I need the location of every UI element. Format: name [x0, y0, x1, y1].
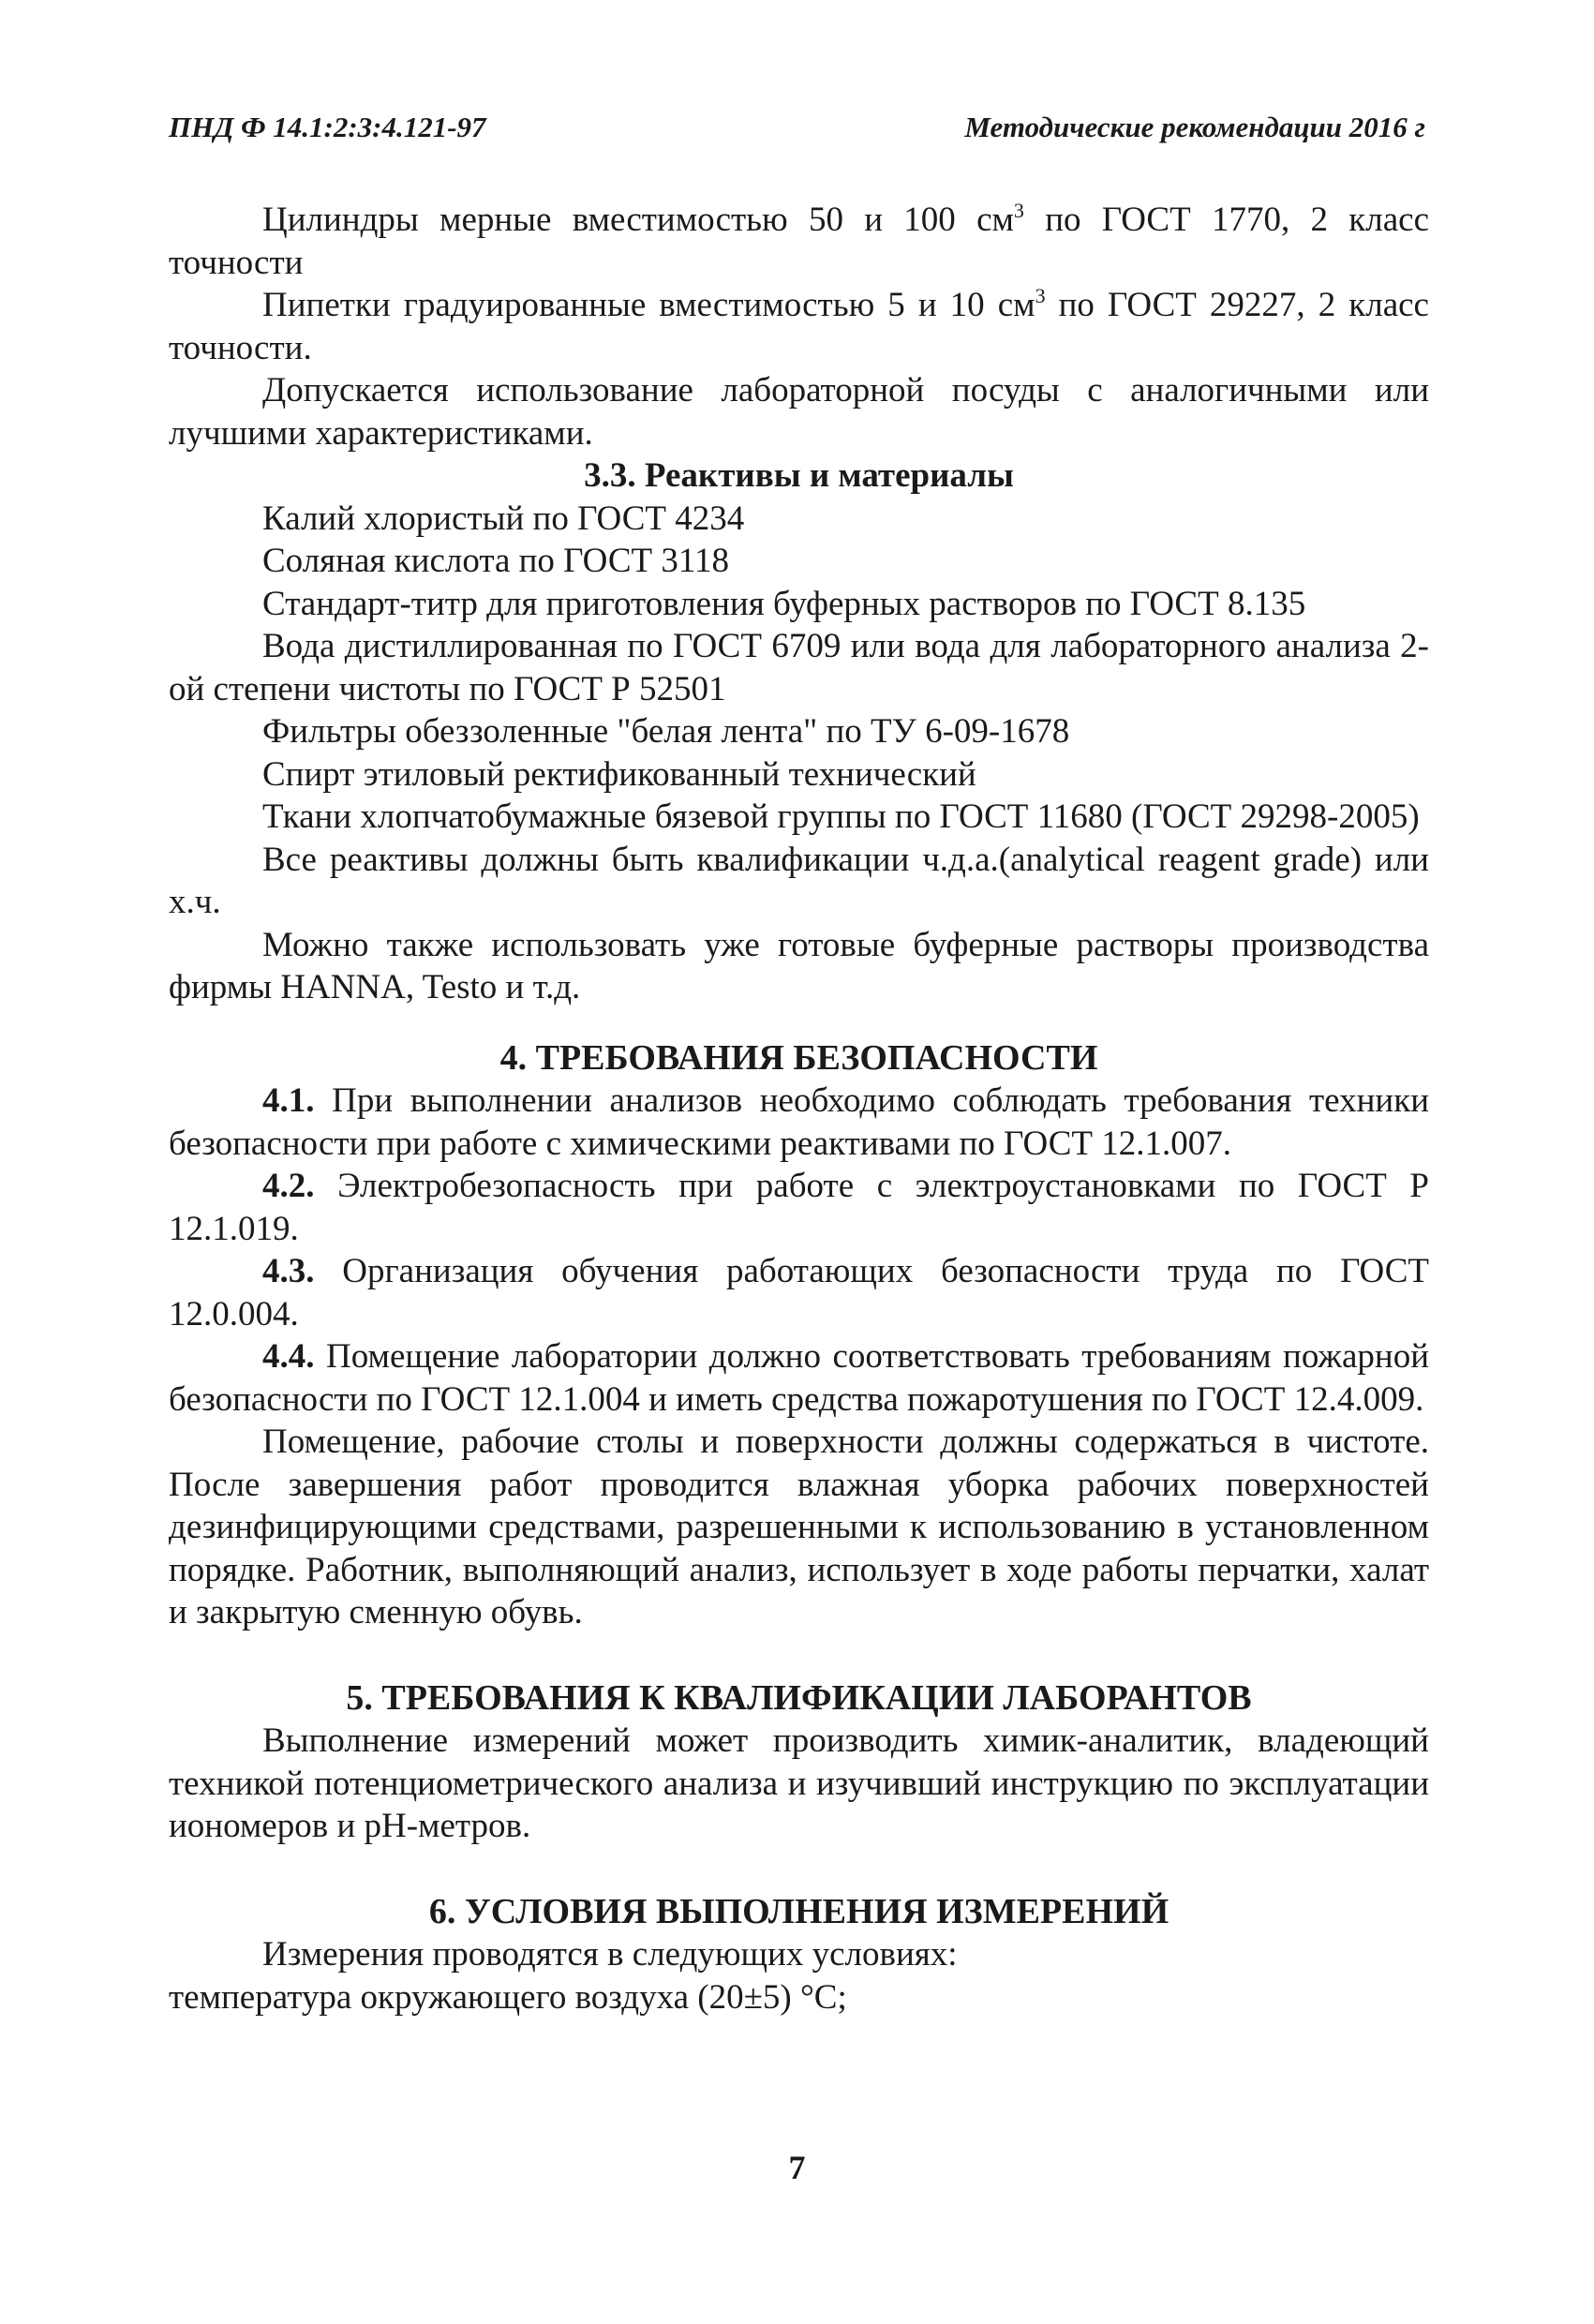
- safety-item: [169, 1335, 1429, 1421]
- pipettes-text-end: по ГОСТ 29227, 2 класс точности.: [169, 286, 1429, 367]
- equipment-pipettes: [169, 284, 1429, 369]
- conditions-intro: Измерения проводятся в следующих условиях:: [262, 1935, 958, 1974]
- cylinders-text: Цилиндры мерные вместимостью 50 и 100 см: [262, 201, 1014, 239]
- safety-item-text: При выполнении анализов необходимо соблюдать требования техники безопасности при работе с химическими реактивами по ГОСТ 12.1.007.: [169, 1081, 1429, 1163]
- reagent-item: Спирт этиловый ректификованный технический: [262, 754, 976, 794]
- cylinders-superscript: 3: [1013, 199, 1024, 222]
- document-type: Методические рекомендации 2016 г: [964, 111, 1425, 143]
- safety-item: [169, 1250, 1429, 1335]
- reagent-item: Фильтры обеззоленные "белая лента" по ТУ 6-09-1678: [262, 712, 1070, 751]
- safety-item-number: 4.1.: [262, 1081, 315, 1120]
- page-body: [169, 199, 1429, 2019]
- reagent-item: Соляная кислота по ГОСТ 3118: [262, 542, 729, 580]
- cylinders-text-end: по ГОСТ 1770, 2 класс точности: [169, 201, 1429, 282]
- safety-item-text: Электробезопасность при работе с электроустановками по ГОСТ Р 12.1.019.: [169, 1167, 1429, 1248]
- safety-item-number: 4.3.: [262, 1252, 315, 1290]
- reagent-item: Ткани хлопчатобумажные бязевой группы по ГОСТ 11680 (ГОСТ 29298-2005): [262, 797, 1420, 836]
- reagent-item: Вода дистиллированная по ГОСТ 6709 или вода для лабораторного анализа 2-ой степени чистоты по ГОСТ Р 52501: [169, 627, 1429, 708]
- safety-item: [169, 1080, 1429, 1165]
- safety-item-number: 4.2.: [262, 1167, 315, 1205]
- qualification-heading: 5. ТРЕБОВАНИЯ К КВАЛИФИКАЦИИ ЛАБОРАНТОВ: [346, 1677, 1252, 1718]
- document-code: ПНД Ф 14.1:2:3:4.121-97: [169, 111, 486, 143]
- safety-item-number: 4.4.: [262, 1337, 315, 1376]
- cleanliness-paragraph: Помещение, рабочие столы и поверхности должны содержаться в чистоте. После завершения работ проводится влажная уборка рабочих поверхностей дезинфицирующими средствами, разрешенными к использованию в установленном порядке. Работник, выполняющий анализ, использует в ходе работы перчатки, халат и закрытую сменную обувь.: [169, 1423, 1429, 1631]
- reagent-item: Стандарт-титр для приготовления буферных растворов по ГОСТ 8.135: [262, 584, 1306, 623]
- conditions-temperature: температура окружающего воздуха (20±5) °С;: [169, 1977, 847, 2017]
- safety-heading: 4. ТРЕБОВАНИЯ БЕЗОПАСНОСТИ: [499, 1037, 1098, 1078]
- page-header: [169, 111, 1425, 157]
- safety-item-text: Помещение лаборатории должно соответствовать требованиям пожарной безопасности по ГОСТ 12.1.004 и иметь средства пожаротушения по ГОСТ 12.4.009.: [169, 1337, 1429, 1419]
- pipettes-text: Пипетки градуированные вместимостью 5 и 10 см: [262, 286, 1035, 324]
- qualification-paragraph: Выполнение измерений может производить химик-аналитик, владеющий техникой потенциометрического анализа и изучивший инструкцию по эксплуатации иономеров и pH-метров.: [169, 1721, 1429, 1845]
- safety-item: [169, 1165, 1429, 1250]
- safety-item-text: Организация обучения работающих безопасности труда по ГОСТ 12.0.004.: [169, 1252, 1429, 1333]
- ready-buffers-note: Можно также использовать уже готовые буферные растворы производства фирмы HANNA, Testo и т.д.: [169, 925, 1429, 1006]
- reagent-item: Калий хлористый по ГОСТ 4234: [262, 499, 745, 538]
- reagent-grade-note: Все реактивы должны быть квалификации ч.д.а.(analytical reagent grade) или х.ч.: [169, 840, 1429, 921]
- reagents-heading: 3.3. Реактивы и материалы: [584, 456, 1014, 495]
- pipettes-superscript: 3: [1035, 284, 1046, 307]
- equipment-analog-note: Допускается использование лабораторной посуды с аналогичными или лучшими характеристиками.: [169, 371, 1429, 453]
- equipment-cylinders: [169, 199, 1429, 284]
- page-number: 7: [788, 2149, 806, 2186]
- conditions-heading: 6. УСЛОВИЯ ВЫПОЛНЕНИЯ ИЗМЕРЕНИЙ: [428, 1891, 1169, 1931]
